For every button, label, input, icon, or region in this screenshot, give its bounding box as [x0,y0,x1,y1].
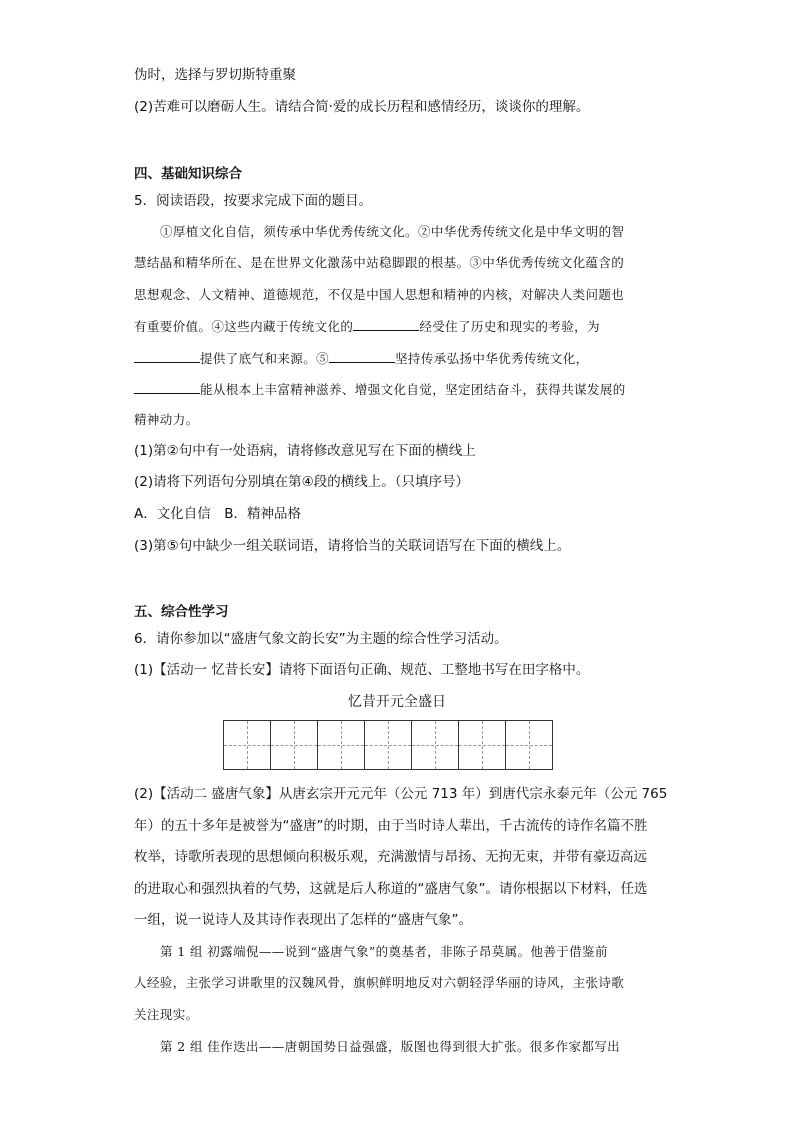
material-group-2-line-1: 第 2 组 佳作迭出——唐朝国势日益强盛，版图也得到很大扩张。很多作家都写出 [160,1039,621,1054]
passage-line-3: 思想观念、人文精神、道德规范，不仅是中国人思想和精神的内核，对解决人类问题也 [134,287,625,302]
section-5-heading: 五、综合性学习 [134,604,229,620]
passage-text: 能从根本上丰富精神滋养、增强文化自觉，坚定团结奋斗，获得共谋发展的 [200,382,626,397]
question-5-2: (2)请将下列语句分别填在第④段的横线上。（只填序号） [134,474,469,490]
passage-line-7: 精神动力。 [134,412,199,427]
calligraphy-prompt: 忆昔开元全盛日 [348,694,446,710]
blank-line[interactable] [329,349,395,363]
passage-line-4 [134,317,600,336]
grid-cell[interactable] [505,720,553,770]
question-6-2-line-4: 的进取心和强烈执着的气势，这就是后人称道的“盛唐气象”。请你根据以下材料，任选 [134,881,648,897]
material-group-1-line-1: 第 1 组 初露端倪——说到“盛唐气象”的奠基者，非陈子昂莫属。他善于借鉴前 [160,944,608,959]
question-5-stem: 5．阅读语段，按要求完成下面的题目。 [134,193,373,209]
blank-line[interactable] [134,349,200,363]
question-5-1: (1)第②句中有一处语病，请将修改意见写在下面的横线上 [134,443,476,459]
passage-line-5 [134,349,589,368]
passage-line-6 [134,380,626,399]
material-group-1-line-2: 人经验，主张学习讲歌里的汉魏风骨，旗帜鲜明地反对六朝轻浮华丽的诗风，主张诗歌 [134,975,625,990]
grid-cell[interactable] [317,720,365,770]
tianzige-grid [224,720,553,770]
question-6-2-line-3: 枚举，诗歌所表现的思想倾向积极乐观，充满激情与昂扬、无拘无束，并带有豪迈高远 [134,849,647,865]
question-6-stem: 6．请你参加以“盛唐气象文韵长安”为主题的综合性学习活动。 [134,631,508,647]
question-6-1: (1)【活动一 忆昔长安】请将下面语句正确、规范、工整地书写在田字格中。 [134,662,590,678]
passage-text: 经受住了历史和现实的考验，为 [419,319,600,334]
grid-cell[interactable] [223,720,271,770]
answer-continuation: 伪时，选择与罗切斯特重聚 [134,67,296,83]
blank-line[interactable] [353,317,419,331]
question-4-2: (2)苦难可以磨砺人生。请结合简·爱的成长历程和感情经历，谈谈你的理解。 [134,99,590,115]
passage-line-1: ①厚植文化自信，须传承中华优秀传统文化。②中华优秀传统文化是中华文明的智 [160,224,625,239]
grid-cell[interactable] [270,720,318,770]
grid-cell[interactable] [458,720,506,770]
question-6-2-line-2: 年）的五十多年是被誉为“盛唐”的时期，由于当时诗人辈出，千古流传的诗作名篇不胜 [134,818,648,834]
grid-cell[interactable] [364,720,412,770]
passage-text: 坚持传承弘扬中华优秀传统文化， [395,351,589,366]
passage-line-2: 慧结晶和精华所在、是在世界文化激荡中站稳脚跟的根基。③中华优秀传统文化蕴含的 [134,255,625,270]
section-4-heading: 四、基础知识综合 [134,166,242,182]
passage-text: 有重要价值。④这些内藏于传统文化的 [134,319,354,334]
question-5-options: A．文化自信 B．精神品格 [134,506,301,522]
question-5-3: (3)第⑤句中缺少一组关联词语，请将恰当的关联词语写在下面的横线上。 [134,538,571,554]
question-6-2-line-1: (2)【活动二 盛唐气象】从唐玄宗开元元年（公元 713 年）到唐代宗永泰元年（公元 765 [134,786,668,802]
blank-line[interactable] [134,380,200,394]
question-6-2-line-5: 一组，说一说诗人及其诗作表现出了怎样的“盛唐气象”。 [134,912,472,928]
passage-text: 提供了底气和来源。⑤ [200,351,330,366]
grid-cell[interactable] [411,720,459,770]
material-group-1-line-3: 关注现实。 [134,1007,199,1022]
